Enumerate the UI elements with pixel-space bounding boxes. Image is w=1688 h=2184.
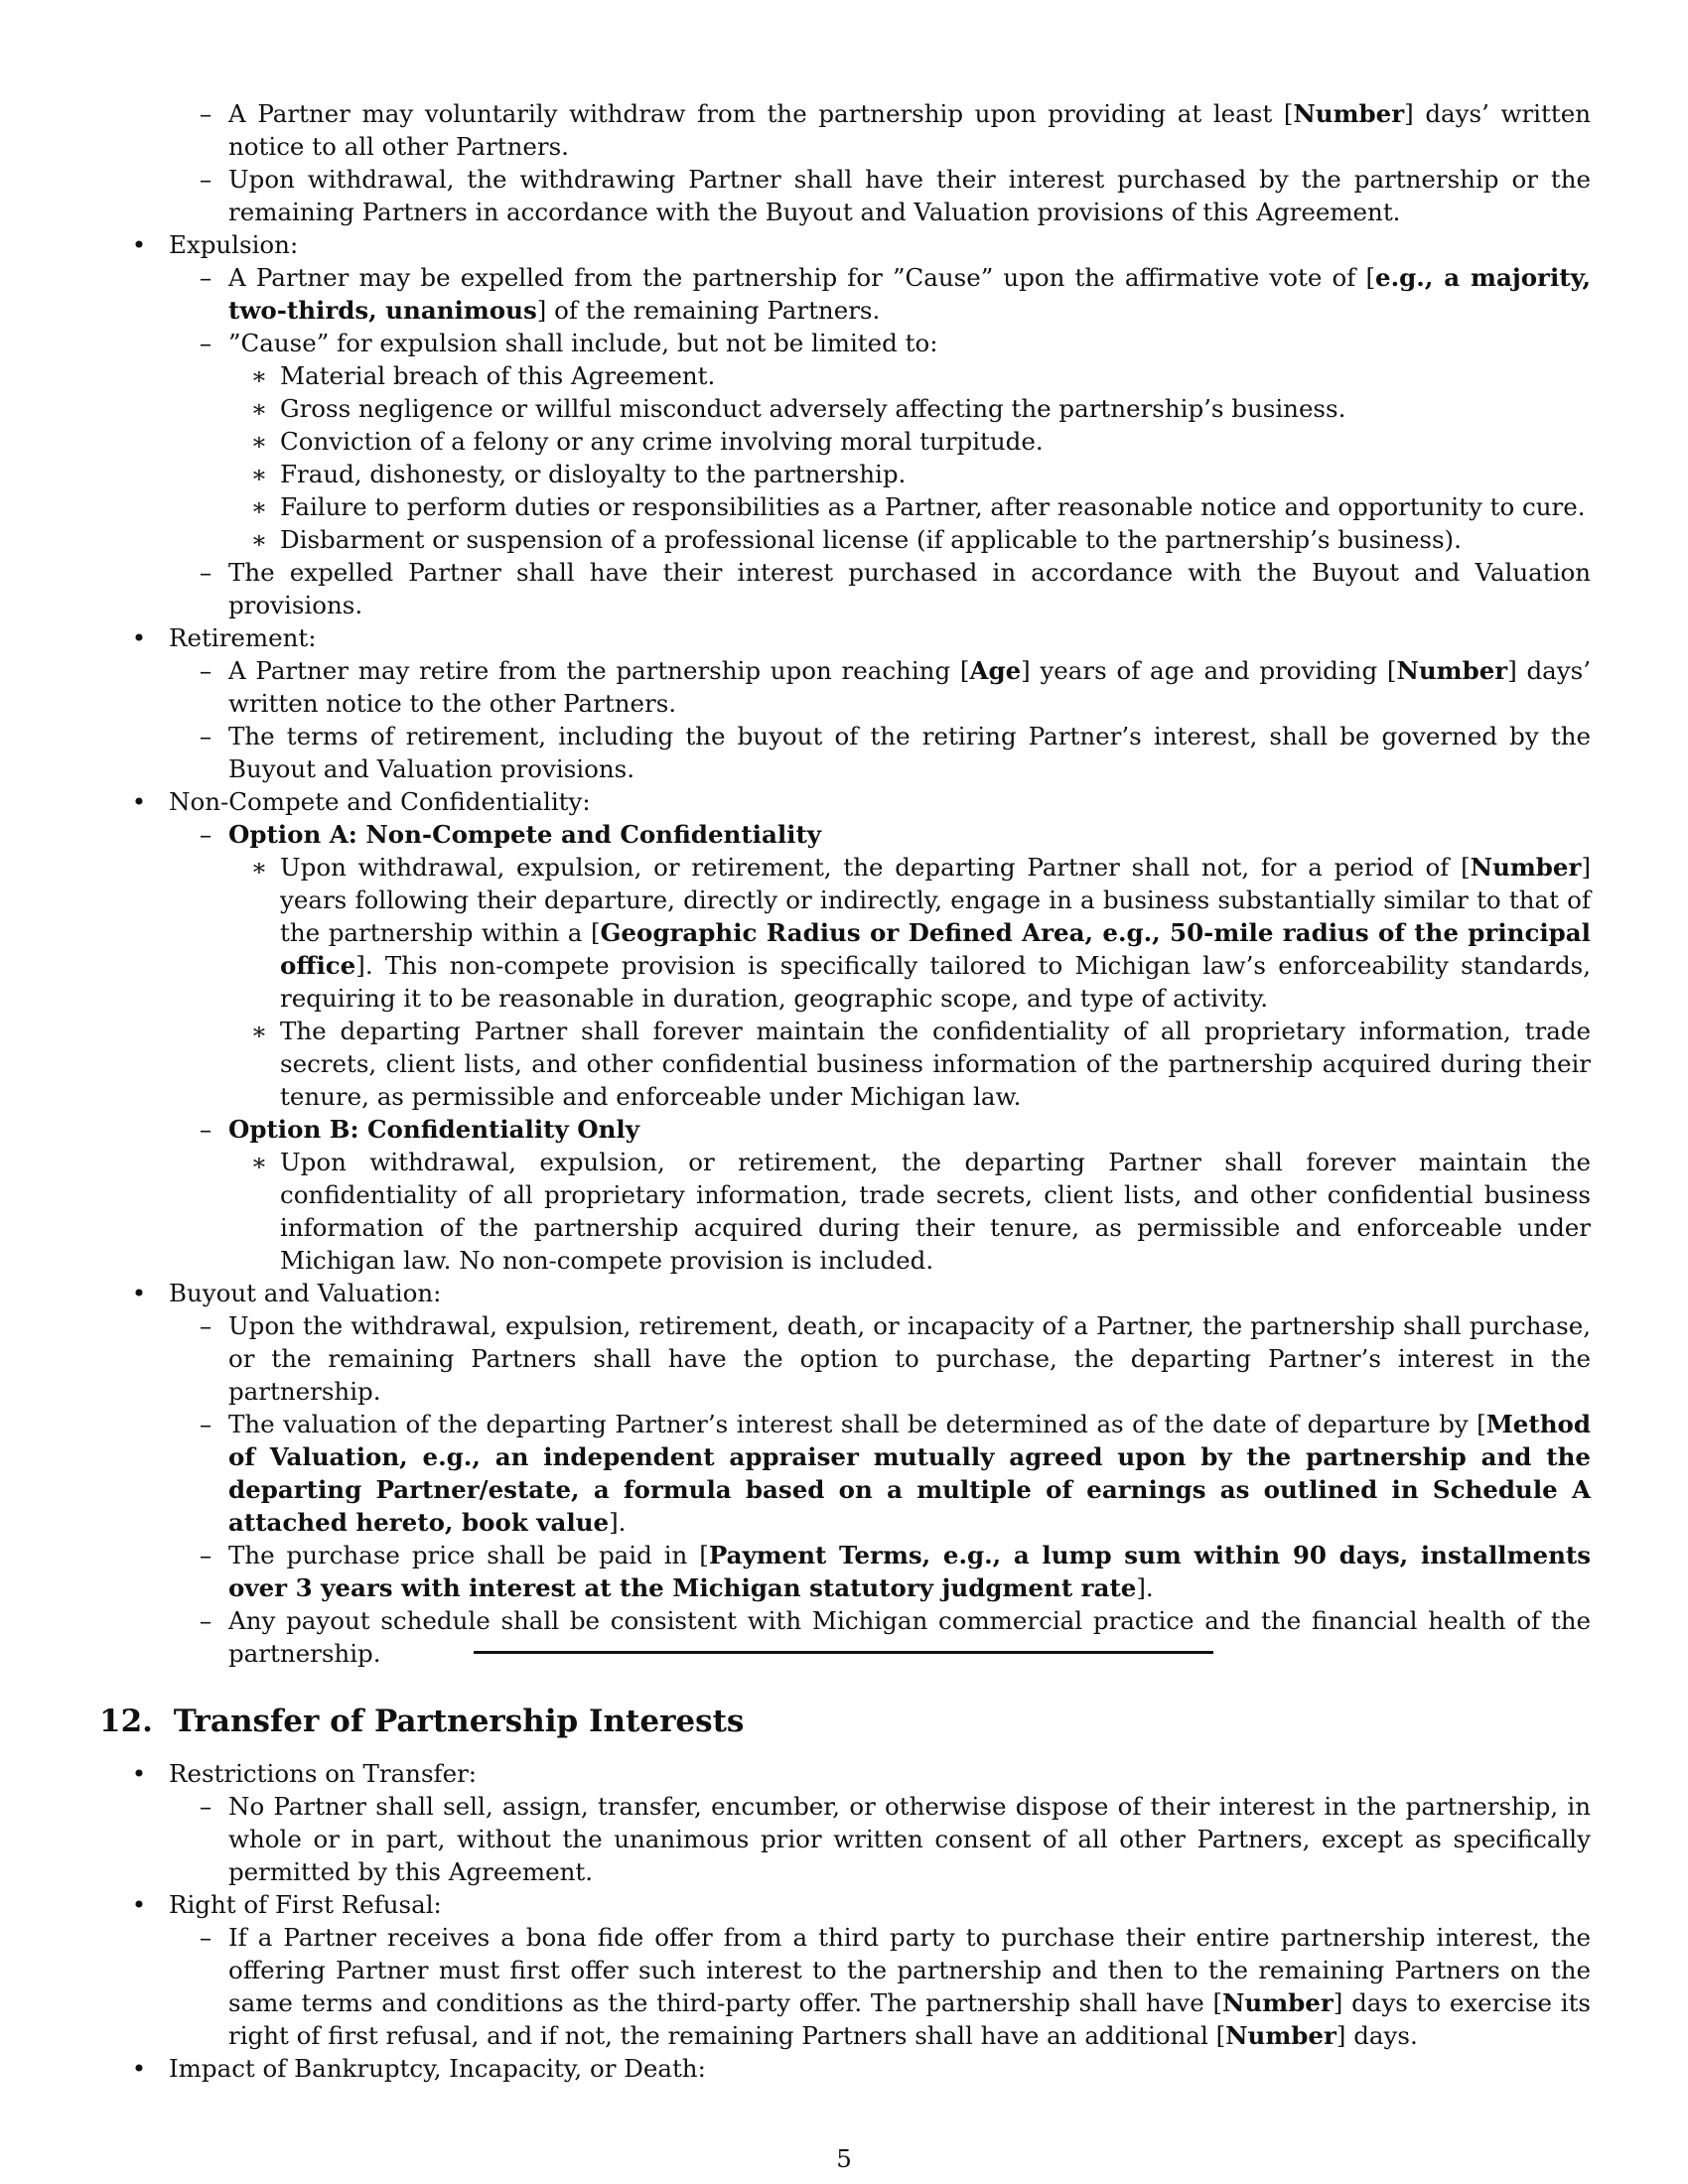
list-item-level-2 [99,1790,1591,1888]
list-item-level-2 [99,1921,1591,2052]
item-text: ] days’ written notice to the other Partners. [228,656,1591,718]
item-text: ] years of age and providing [ [1021,656,1397,685]
item-text: ]. This non-compete provision is specifically tailored to Michigan law’s enforceability standards, requiring it to be reasonable in duration, geographic scope, and type of activity. [280,951,1591,1013]
list-item-level-3 [99,425,1591,458]
list-item-level-2 [99,1408,1591,1539]
item-text: ”Cause” for expulsion shall include, but not be limited to: [228,329,938,357]
asterisk-icon: ∗ [250,853,268,882]
item-text: ] years following their departure, directly or indirectly, engage in a business substantially similar to that of the partnership within a [ [280,853,1591,947]
item-text: Gross negligence or willful misconduct adversely affecting the partnership’s business. [280,394,1346,423]
item-text: Upon withdrawal, expulsion, or retirement, the departing Partner shall forever maintain the confidentiality of all proprietary information, trade secrets, client lists, and other confidential business information of the partnership acquired during their tenure, as permissible and enforceable under Michigan law. No non-compete provision is included. [280,1148,1591,1275]
section-11-list [99,97,1591,1670]
list-item-level-1 [99,1757,1591,1790]
list-item-level-1 [99,1277,1591,1309]
list-item-level-2 [99,818,1591,851]
item-text: Conviction of a felony or any crime involving moral turpitude. [280,427,1044,456]
list-item-level-1 [99,228,1591,261]
dash-icon: – [199,263,212,292]
bold-placeholder-text: Number [1222,1988,1334,2017]
item-text: Material breach of this Agreement. [280,361,716,390]
list-item-level-3 [99,458,1591,490]
bold-placeholder-text: Payment Terms, e.g., a lump sum within 90 days, installments over 3 years with interest at the Michigan statutory judgment rate [228,1541,1592,1602]
dash-icon: – [199,722,212,751]
asterisk-icon: ∗ [250,394,268,423]
asterisk-icon: ∗ [250,427,268,456]
list-item-level-2 [99,327,1591,359]
bold-placeholder-text: Number [1225,2021,1336,2050]
item-text: ] days. [1336,2021,1418,2050]
bullet-icon: • [131,1890,147,1919]
dash-icon: – [199,99,212,128]
item-text: A Partner may retire from the partnership upon reaching [ [228,656,970,685]
item-text: ]. [1136,1573,1154,1602]
dash-icon: – [199,1923,212,1952]
item-text: The valuation of the departing Partner’s interest shall be determined as of the date of departure by [ [228,1410,1486,1438]
item-text: Disbarment or suspension of a professional license (if applicable to the partnership’s business). [280,525,1462,554]
list-item-level-3 [99,392,1591,425]
bold-placeholder-text: Geographic Radius or Defined Area, e.g., 50-mile radius of the principal office [280,918,1591,980]
dash-icon: – [199,656,212,685]
dash-icon: – [199,1410,212,1438]
item-text: Impact of Bankruptcy, Incapacity, or Death: [169,2054,706,2083]
bold-placeholder-text: Number [1293,99,1405,128]
dash-icon: – [199,1606,212,1635]
list-item-level-2 [99,261,1591,327]
item-text: A Partner may voluntarily withdraw from the partnership upon providing at least [ [228,99,1294,128]
item-text: The expelled Partner shall have their interest purchased in accordance with the Buyout and Valuation provisions. [228,558,1591,619]
item-text: ] of the remaining Partners. [536,296,881,325]
list-item-level-1 [99,621,1591,654]
asterisk-icon: ∗ [250,361,268,390]
dash-icon: – [199,1792,212,1821]
list-item-level-3 [99,1146,1591,1277]
list-item-level-3 [99,490,1591,523]
item-text: Expulsion: [169,230,299,259]
dash-icon: – [199,558,212,587]
bullet-icon: • [131,1759,147,1788]
item-text: ]. [609,1508,627,1537]
item-text: Failure to perform duties or responsibilities as a Partner, after reasonable notice and opportunity to cure. [280,492,1586,521]
item-text: Fraud, dishonesty, or disloyalty to the partnership. [280,460,907,488]
list-item-level-3 [99,523,1591,556]
dash-icon: – [199,329,212,357]
asterisk-icon: ∗ [250,1148,268,1176]
item-text: Buyout and Valuation: [169,1279,442,1307]
list-item-level-1 [99,2052,1591,2085]
item-text: If a Partner receives a bona fide offer from a third party to purchase their entire partnership interest, the offering Partner must first offer such interest to the partnership and then to the remaining Partners on the same terms and conditions as the third-party offer. The partnership shall have [ [228,1923,1591,2017]
bold-placeholder-text: e.g., a majority, two-thirds, unanimous [228,263,1591,325]
list-item-level-2 [99,1539,1591,1604]
item-text: Retirement: [169,623,317,652]
list-item-level-3 [99,1015,1591,1113]
bullet-icon: • [131,2054,147,2083]
item-text: Upon withdrawal, the withdrawing Partner shall have their interest purchased by the partnership or the remaining Partners in accordance with the Buyout and Valuation provisions of this Agreement. [228,165,1591,226]
bullet-icon: • [131,787,147,816]
item-text: The purchase price shall be paid in [ [228,1541,709,1570]
bold-placeholder-text: Age [969,656,1022,685]
bold-placeholder-text: Option B: Confidentiality Only [228,1115,639,1144]
dash-icon: – [199,1115,212,1144]
list-item-level-2 [99,556,1591,621]
list-item-level-2 [99,1309,1591,1408]
bold-placeholder-text: Number [1470,853,1582,882]
section-number: 12. [99,1704,153,1739]
list-item-level-2 [99,1113,1591,1146]
item-text: Restrictions on Transfer: [169,1759,478,1788]
section-title: Transfer of Partnership Interests [173,1704,745,1739]
bold-placeholder-text: Method of Valuation, e.g., an independent appraiser mutually agreed upon by the partnership and the departing Partner/estate, a formula based on a multiple of earnings as outlined in Schedule A attached hereto, book value [228,1410,1591,1537]
dash-icon: – [199,820,212,849]
bullet-icon: • [131,1279,147,1307]
list-item-level-1 [99,1888,1591,1921]
section-12-list [99,1757,1591,2085]
bold-placeholder-text: Option A: Non-Compete and Confidentiality [228,820,822,849]
section-12-heading [99,1704,744,1739]
asterisk-icon: ∗ [250,525,268,554]
item-text: Any payout schedule shall be consistent with Michigan commercial practice and the financial health of the partnership. [228,1606,1591,1668]
bullet-icon: • [131,623,147,652]
list-item-level-2 [99,654,1591,720]
list-item-level-2 [99,1604,1591,1670]
page-number: 5 [836,2144,852,2173]
list-item-level-2 [99,163,1591,228]
item-text: ] days to exercise its right of first refusal, and if not, the remaining Partners shall have an additional [ [228,1988,1591,2050]
item-text: ] days’ written notice to all other Partners. [228,99,1591,161]
item-text: Upon the withdrawal, expulsion, retirement, death, or incapacity of a Partner, the partnership shall purchase, or the remaining Partners shall have the option to purchase, the departing Partner’s interest in the partnership. [228,1311,1591,1406]
section-separator-rule [474,1651,1213,1654]
list-item-level-3 [99,359,1591,392]
asterisk-icon: ∗ [250,1017,268,1045]
dash-icon: – [199,165,212,194]
list-item-level-2 [99,720,1591,785]
dash-icon: – [199,1541,212,1570]
item-text: No Partner shall sell, assign, transfer, encumber, or otherwise dispose of their interest in the partnership, in whole or in part, without the unanimous prior written consent of all other Partners, except as specifically permitted by this Agreement. [228,1792,1591,1886]
item-text: The departing Partner shall forever maintain the confidentiality of all proprietary information, trade secrets, client lists, and other confidential business information of the partnership acquired during their tenure, as permissible and enforceable under Michigan law. [280,1017,1591,1111]
asterisk-icon: ∗ [250,492,268,521]
asterisk-icon: ∗ [250,460,268,488]
item-text: The terms of retirement, including the buyout of the retiring Partner’s interest, shall be governed by the Buyout and Valuation provisions. [228,722,1591,783]
list-item-level-1 [99,785,1591,818]
list-item-level-3 [99,851,1591,1015]
item-text: Upon withdrawal, expulsion, or retirement, the departing Partner shall not, for a period of [ [280,853,1471,882]
item-text: A Partner may be expelled from the partnership for ”Cause” upon the affirmative vote of [ [228,263,1376,292]
list-item-level-2 [99,97,1591,163]
item-text: Non-Compete and Confidentiality: [169,787,591,816]
dash-icon: – [199,1311,212,1340]
bullet-icon: • [131,230,147,259]
bold-placeholder-text: Number [1396,656,1508,685]
item-text: Right of First Refusal: [169,1890,442,1919]
